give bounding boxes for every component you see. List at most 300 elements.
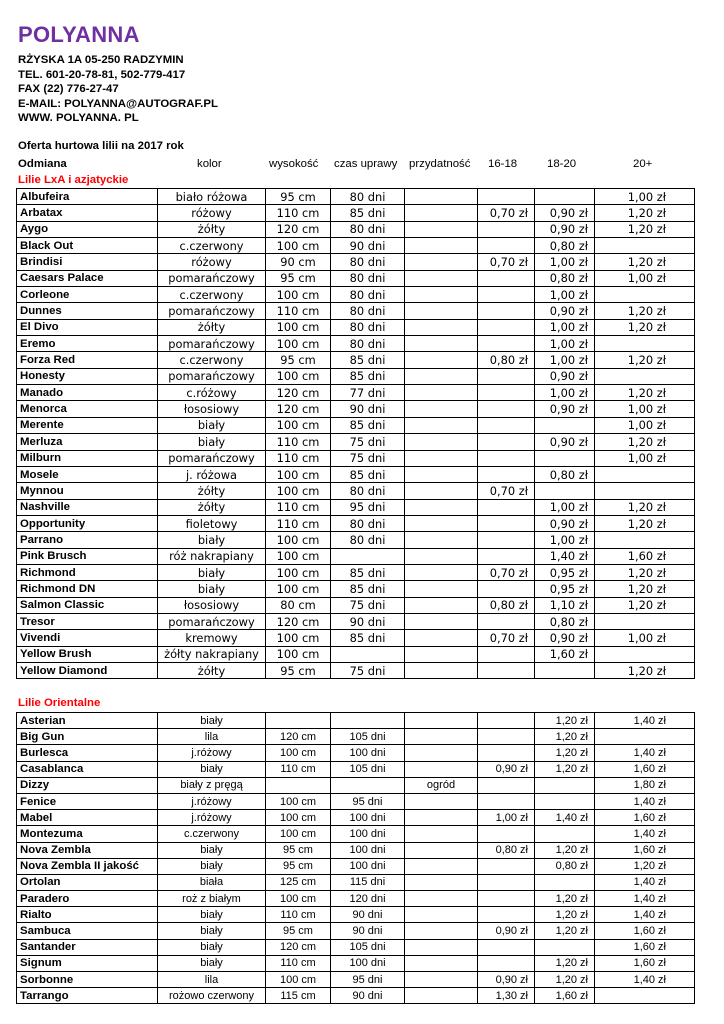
price-18-20-cell: 0,80 zł	[535, 270, 595, 286]
variety-cell: Menorca	[17, 401, 158, 417]
price-20-plus-cell	[595, 238, 695, 254]
table-row	[17, 745, 695, 761]
column-header-suitability: przydatność	[409, 158, 471, 170]
height-cell: 110 cm	[266, 515, 331, 531]
growing-time-cell: 85 dni	[331, 205, 405, 221]
height-cell: 95 cm	[266, 189, 331, 205]
growing-time-cell: 120 dni	[331, 891, 405, 907]
suitability-cell	[405, 205, 478, 221]
price-18-20-cell: 0,90 zł	[535, 368, 595, 384]
color-cell: łososiowy	[158, 401, 266, 417]
price-16-18-cell	[478, 646, 535, 662]
height-cell: 100 cm	[266, 564, 331, 580]
price-16-18-cell	[478, 662, 535, 678]
height-cell: 100 cm	[266, 483, 331, 499]
suitability-cell	[405, 988, 478, 1004]
variety-cell: Tarrango	[17, 988, 158, 1004]
height-cell: 100 cm	[266, 368, 331, 384]
color-cell: biały	[158, 858, 266, 874]
growing-time-cell: 85 dni	[331, 630, 405, 646]
suitability-cell	[405, 564, 478, 580]
price-20-plus-cell: 1,20 zł	[595, 515, 695, 531]
price-18-20-cell: 1,00 zł	[535, 352, 595, 368]
variety-cell: Vivendi	[17, 630, 158, 646]
table-row	[17, 874, 695, 890]
price-18-20-cell	[535, 777, 595, 793]
price-16-18-cell	[478, 401, 535, 417]
suitability-cell	[405, 729, 478, 745]
price-18-20-cell: 1,00 zł	[535, 287, 595, 303]
growing-time-cell: 90 dni	[331, 613, 405, 629]
color-cell: j.różowy	[158, 810, 266, 826]
price-16-18-cell	[478, 189, 535, 205]
price-18-20-cell	[535, 189, 595, 205]
table-row	[17, 923, 695, 939]
variety-cell: Merente	[17, 417, 158, 433]
color-cell: żółty	[158, 662, 266, 678]
price-18-20-cell: 1,20 zł	[535, 761, 595, 777]
price-20-plus-cell: 1,60 zł	[595, 955, 695, 971]
table-row	[17, 205, 695, 221]
color-cell: żółty	[158, 319, 266, 335]
price-16-18-cell	[478, 336, 535, 352]
color-cell: biały	[158, 417, 266, 433]
height-cell	[266, 777, 331, 793]
suitability-cell	[405, 515, 478, 531]
price-18-20-cell: 1,20 zł	[535, 972, 595, 988]
price-18-20-cell	[535, 450, 595, 466]
price-20-plus-cell: 1,20 zł	[595, 499, 695, 515]
height-cell: 120 cm	[266, 613, 331, 629]
color-cell: kremowy	[158, 630, 266, 646]
color-cell: biały	[158, 842, 266, 858]
height-cell: 100 cm	[266, 287, 331, 303]
height-cell: 100 cm	[266, 793, 331, 809]
price-18-20-cell: 0,95 zł	[535, 564, 595, 580]
price-20-plus-cell: 1,40 zł	[595, 972, 695, 988]
price-18-20-cell: 1,00 zł	[535, 319, 595, 335]
price-20-plus-cell: 1,40 zł	[595, 745, 695, 761]
color-cell: lila	[158, 972, 266, 988]
color-cell: pomarańczowy	[158, 368, 266, 384]
price-18-20-cell: 0,90 zł	[535, 515, 595, 531]
column-header-color: kolor	[197, 158, 222, 170]
growing-time-cell: 75 dni	[331, 662, 405, 678]
growing-time-cell: 90 dni	[331, 907, 405, 923]
price-20-plus-cell: 1,40 zł	[595, 826, 695, 842]
price-18-20-cell: 1,60 zł	[535, 646, 595, 662]
suitability-cell	[405, 810, 478, 826]
price-20-plus-cell: 1,20 zł	[595, 319, 695, 335]
price-16-18-cell	[478, 548, 535, 564]
suitability-cell	[405, 189, 478, 205]
height-cell: 100 cm	[266, 891, 331, 907]
suitability-cell	[405, 955, 478, 971]
height-cell: 110 cm	[266, 303, 331, 319]
growing-time-cell: 100 dni	[331, 826, 405, 842]
price-18-20-cell: 1,00 zł	[535, 499, 595, 515]
price-16-18-cell	[478, 581, 535, 597]
price-20-plus-cell: 1,40 zł	[595, 713, 695, 729]
price-20-plus-cell: 1,00 zł	[595, 417, 695, 433]
height-cell: 100 cm	[266, 826, 331, 842]
price-18-20-cell: 0,90 zł	[535, 630, 595, 646]
growing-time-cell: 90 dni	[331, 923, 405, 939]
height-cell: 95 cm	[266, 352, 331, 368]
price-20-plus-cell: 1,60 zł	[595, 939, 695, 955]
price-18-20-cell	[535, 793, 595, 809]
suitability-cell	[405, 581, 478, 597]
price-20-plus-cell	[595, 613, 695, 629]
section-title-lxa-asiatic: Lilie LxA i azjatyckie	[18, 174, 129, 186]
variety-cell: Manado	[17, 385, 158, 401]
price-16-18-cell	[478, 319, 535, 335]
table-row	[17, 499, 695, 515]
table-row	[17, 385, 695, 401]
suitability-cell	[405, 221, 478, 237]
height-cell: 125 cm	[266, 874, 331, 890]
height-cell: 100 cm	[266, 745, 331, 761]
growing-time-cell: 80 dni	[331, 336, 405, 352]
variety-cell: Big Gun	[17, 729, 158, 745]
height-cell: 100 cm	[266, 319, 331, 335]
suitability-cell	[405, 793, 478, 809]
color-cell: róż nakrapiany	[158, 548, 266, 564]
color-cell: różowy	[158, 254, 266, 270]
price-18-20-cell: 0,90 zł	[535, 434, 595, 450]
height-cell: 100 cm	[266, 548, 331, 564]
price-16-18-cell: 0,80 zł	[478, 597, 535, 613]
price-16-18-cell	[478, 417, 535, 433]
growing-time-cell: 75 dni	[331, 597, 405, 613]
table-row	[17, 548, 695, 564]
price-18-20-cell: 1,20 zł	[535, 891, 595, 907]
growing-time-cell: 80 dni	[331, 270, 405, 286]
suitability-cell	[405, 385, 478, 401]
variety-cell: Richmond DN	[17, 581, 158, 597]
variety-cell: Asterian	[17, 713, 158, 729]
color-cell: biały z pręgą	[158, 777, 266, 793]
variety-cell: Casablanca	[17, 761, 158, 777]
price-18-20-cell: 0,95 zł	[535, 581, 595, 597]
suitability-cell	[405, 450, 478, 466]
price-20-plus-cell: 1,60 zł	[595, 842, 695, 858]
height-cell: 110 cm	[266, 761, 331, 777]
price-18-20-cell: 0,90 zł	[535, 401, 595, 417]
variety-cell: Richmond	[17, 564, 158, 580]
growing-time-cell: 80 dni	[331, 303, 405, 319]
suitability-cell	[405, 761, 478, 777]
variety-cell: Sorbonne	[17, 972, 158, 988]
table-row	[17, 581, 695, 597]
suitability-cell	[405, 858, 478, 874]
price-16-18-cell	[478, 287, 535, 303]
price-20-plus-cell: 1,60 zł	[595, 923, 695, 939]
price-20-plus-cell: 1,60 zł	[595, 761, 695, 777]
suitability-cell	[405, 368, 478, 384]
variety-cell: Aygo	[17, 221, 158, 237]
suitability-cell	[405, 401, 478, 417]
growing-time-cell: 80 dni	[331, 287, 405, 303]
price-18-20-cell	[535, 826, 595, 842]
height-cell: 100 cm	[266, 336, 331, 352]
price-16-18-cell	[478, 939, 535, 955]
table-row	[17, 189, 695, 205]
price-20-plus-cell: 1,00 zł	[595, 450, 695, 466]
price-20-plus-cell: 1,20 zł	[595, 858, 695, 874]
variety-cell: Dizzy	[17, 777, 158, 793]
price-18-20-cell: 1,00 zł	[535, 532, 595, 548]
price-20-plus-cell: 1,20 zł	[595, 564, 695, 580]
table-row	[17, 564, 695, 580]
height-cell: 95 cm	[266, 662, 331, 678]
growing-time-cell: 100 dni	[331, 810, 405, 826]
color-cell: biała	[158, 874, 266, 890]
variety-cell: Salmon Classic	[17, 597, 158, 613]
table-row	[17, 858, 695, 874]
growing-time-cell	[331, 777, 405, 793]
price-16-18-cell: 1,30 zł	[478, 988, 535, 1004]
variety-cell: Paradero	[17, 891, 158, 907]
table-row	[17, 826, 695, 842]
variety-cell: Rialto	[17, 907, 158, 923]
height-cell: 120 cm	[266, 939, 331, 955]
price-16-18-cell	[478, 891, 535, 907]
height-cell: 110 cm	[266, 907, 331, 923]
table-row	[17, 483, 695, 499]
table-row	[17, 254, 695, 270]
price-18-20-cell: 1,00 zł	[535, 385, 595, 401]
color-cell: j.różowy	[158, 745, 266, 761]
height-cell: 100 cm	[266, 581, 331, 597]
color-cell: lila	[158, 729, 266, 745]
color-cell: c.czerwony	[158, 826, 266, 842]
suitability-cell	[405, 826, 478, 842]
table-row	[17, 532, 695, 548]
table-row	[17, 352, 695, 368]
suitability-cell: ogród	[405, 777, 478, 793]
color-cell: pomarańczowy	[158, 303, 266, 319]
price-16-18-cell	[478, 874, 535, 890]
variety-cell: Albufeira	[17, 189, 158, 205]
table-row	[17, 777, 695, 793]
table-row	[17, 988, 695, 1004]
height-cell: 95 cm	[266, 270, 331, 286]
price-16-18-cell: 1,00 zł	[478, 810, 535, 826]
variety-cell: Burlesca	[17, 745, 158, 761]
variety-cell: Parrano	[17, 532, 158, 548]
growing-time-cell: 80 dni	[331, 221, 405, 237]
table-row	[17, 515, 695, 531]
price-16-18-cell	[478, 385, 535, 401]
suitability-cell	[405, 254, 478, 270]
section-title-oriental: Lilie Orientalne	[18, 697, 101, 709]
color-cell: żółty nakrapiany	[158, 646, 266, 662]
price-20-plus-cell: 1,40 zł	[595, 891, 695, 907]
color-cell: żółty	[158, 483, 266, 499]
growing-time-cell: 95 dni	[331, 499, 405, 515]
table-row	[17, 450, 695, 466]
table-row	[17, 761, 695, 777]
height-cell: 110 cm	[266, 434, 331, 450]
column-header-height: wysokość	[269, 158, 319, 170]
variety-cell: Nova Zembla II jakość	[17, 858, 158, 874]
variety-cell: Black Out	[17, 238, 158, 254]
suitability-cell	[405, 842, 478, 858]
price-18-20-cell: 1,20 zł	[535, 713, 595, 729]
height-cell: 100 cm	[266, 972, 331, 988]
price-18-20-cell: 0,80 zł	[535, 858, 595, 874]
price-16-18-cell	[478, 434, 535, 450]
price-20-plus-cell	[595, 532, 695, 548]
price-16-18-cell	[478, 858, 535, 874]
growing-time-cell: 80 dni	[331, 319, 405, 335]
variety-cell: Milburn	[17, 450, 158, 466]
height-cell: 95 cm	[266, 923, 331, 939]
color-cell: c.czerwony	[158, 238, 266, 254]
variety-cell: Merluza	[17, 434, 158, 450]
company-email: E-MAIL: POLYANNA@AUTOGRAF.PL	[18, 97, 218, 110]
variety-cell: Forza Red	[17, 352, 158, 368]
growing-time-cell: 80 dni	[331, 532, 405, 548]
price-18-20-cell: 1,20 zł	[535, 729, 595, 745]
growing-time-cell: 95 dni	[331, 972, 405, 988]
price-16-18-cell	[478, 613, 535, 629]
color-cell: żółty	[158, 221, 266, 237]
price-20-plus-cell: 1,20 zł	[595, 352, 695, 368]
price-18-20-cell	[535, 483, 595, 499]
price-16-18-cell	[478, 793, 535, 809]
variety-cell: Fenice	[17, 793, 158, 809]
height-cell: 100 cm	[266, 466, 331, 482]
table-row	[17, 955, 695, 971]
table-row	[17, 630, 695, 646]
color-cell: biało różowa	[158, 189, 266, 205]
growing-time-cell	[331, 548, 405, 564]
table-row	[17, 972, 695, 988]
table-row	[17, 613, 695, 629]
price-16-18-cell	[478, 745, 535, 761]
suitability-cell	[405, 923, 478, 939]
price-16-18-cell	[478, 955, 535, 971]
price-16-18-cell: 0,80 zł	[478, 352, 535, 368]
color-cell: biały	[158, 923, 266, 939]
table-row	[17, 713, 695, 729]
price-18-20-cell: 1,20 zł	[535, 842, 595, 858]
growing-time-cell: 105 dni	[331, 729, 405, 745]
column-header-size-16-18: 16-18	[488, 158, 518, 170]
growing-time-cell: 80 dni	[331, 189, 405, 205]
price-20-plus-cell: 1,00 zł	[595, 270, 695, 286]
table-row	[17, 842, 695, 858]
price-20-plus-cell	[595, 729, 695, 745]
color-cell: j.różowy	[158, 793, 266, 809]
price-20-plus-cell: 1,20 zł	[595, 581, 695, 597]
height-cell	[266, 713, 331, 729]
variety-cell: Arbatax	[17, 205, 158, 221]
price-16-18-cell: 0,70 zł	[478, 254, 535, 270]
variety-cell: Santander	[17, 939, 158, 955]
company-address: RŻYSKA 1A 05-250 RADZYMIN	[18, 54, 184, 66]
price-20-plus-cell: 1,20 zł	[595, 221, 695, 237]
price-18-20-cell: 1,20 zł	[535, 907, 595, 923]
suitability-cell	[405, 303, 478, 319]
price-16-18-cell	[478, 729, 535, 745]
height-cell: 100 cm	[266, 646, 331, 662]
suitability-cell	[405, 630, 478, 646]
growing-time-cell: 85 dni	[331, 368, 405, 384]
price-16-18-cell	[478, 368, 535, 384]
color-cell: c.czerwony	[158, 287, 266, 303]
height-cell: 110 cm	[266, 205, 331, 221]
growing-time-cell: 85 dni	[331, 564, 405, 580]
color-cell: pomarańczowy	[158, 613, 266, 629]
price-table-oriental	[16, 712, 695, 1004]
variety-cell: Ortolan	[17, 874, 158, 890]
price-16-18-cell	[478, 466, 535, 482]
suitability-cell	[405, 287, 478, 303]
price-18-20-cell: 1,40 zł	[535, 548, 595, 564]
variety-cell: Tresor	[17, 613, 158, 629]
variety-cell: Opportunity	[17, 515, 158, 531]
suitability-cell	[405, 466, 478, 482]
suitability-cell	[405, 336, 478, 352]
company-name: POLYANNA	[18, 22, 140, 47]
table-row	[17, 646, 695, 662]
height-cell: 120 cm	[266, 221, 331, 237]
price-16-18-cell	[478, 713, 535, 729]
variety-cell: Pink Brusch	[17, 548, 158, 564]
price-20-plus-cell	[595, 483, 695, 499]
suitability-cell	[405, 745, 478, 761]
price-16-18-cell: 0,70 zł	[478, 630, 535, 646]
table-row	[17, 729, 695, 745]
table-row	[17, 466, 695, 482]
variety-cell: Yellow Diamond	[17, 662, 158, 678]
price-20-plus-cell: 1,60 zł	[595, 810, 695, 826]
height-cell: 110 cm	[266, 499, 331, 515]
price-20-plus-cell: 1,00 zł	[595, 630, 695, 646]
color-cell: biały	[158, 939, 266, 955]
growing-time-cell: 80 dni	[331, 254, 405, 270]
growing-time-cell: 90 dni	[331, 988, 405, 1004]
height-cell: 100 cm	[266, 532, 331, 548]
price-18-20-cell: 0,90 zł	[535, 205, 595, 221]
suitability-cell	[405, 662, 478, 678]
growing-time-cell: 90 dni	[331, 238, 405, 254]
price-18-20-cell: 1,00 zł	[535, 254, 595, 270]
column-header-size-20-plus: 20+	[633, 158, 653, 170]
suitability-cell	[405, 548, 478, 564]
growing-time-cell: 85 dni	[331, 352, 405, 368]
price-16-18-cell: 0,70 zł	[478, 483, 535, 499]
growing-time-cell: 75 dni	[331, 434, 405, 450]
height-cell: 120 cm	[266, 385, 331, 401]
variety-cell: Eremo	[17, 336, 158, 352]
height-cell: 120 cm	[266, 729, 331, 745]
growing-time-cell: 85 dni	[331, 581, 405, 597]
price-20-plus-cell: 1,80 zł	[595, 777, 695, 793]
color-cell: biały	[158, 564, 266, 580]
price-16-18-cell	[478, 907, 535, 923]
price-16-18-cell: 0,90 zł	[478, 972, 535, 988]
price-20-plus-cell: 1,20 zł	[595, 385, 695, 401]
variety-cell: Nashville	[17, 499, 158, 515]
company-phone: TEL. 601-20-78-81, 502-779-417	[18, 68, 186, 81]
price-18-20-cell: 0,80 zł	[535, 466, 595, 482]
price-16-18-cell	[478, 221, 535, 237]
growing-time-cell: 85 dni	[331, 417, 405, 433]
